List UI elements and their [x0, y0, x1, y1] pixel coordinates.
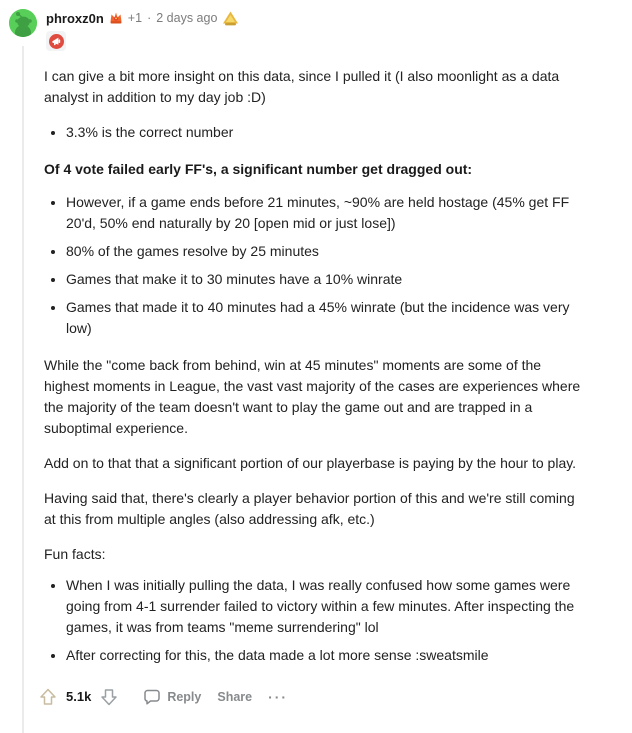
- downvote-arrow-icon: [99, 687, 119, 707]
- paragraph-funfacts: Fun facts:: [44, 545, 106, 562]
- upvote-arrow-icon: [38, 687, 58, 707]
- list-item: • Games that make it to 30 minutes have a 10% winrate: [66, 269, 590, 290]
- comment-header: [0, 0, 632, 54]
- flair-row: [46, 31, 239, 54]
- list-item: • 3.3% is the correct number: [66, 122, 590, 143]
- meta-row: [46, 9, 239, 27]
- paragraph-playerbase: Add on to that that a significant portion of our playerbase is paying by the hour to play.: [44, 454, 577, 471]
- dot-separator: ·: [147, 11, 152, 25]
- speech-bubble-icon: [143, 688, 161, 706]
- list-item: • However, if a game ends before 21 minutes, ~90% are held hostage (45% get FF 20'd, 50% end naturally by 20 [open mid or just lose]): [66, 192, 590, 234]
- reply-button[interactable]: [137, 684, 207, 710]
- comment-actions: [36, 684, 632, 710]
- gold-triangle-award-icon[interactable]: [222, 11, 239, 26]
- more-options-icon: ···: [268, 688, 289, 705]
- list-item: • 80% of the games resolve by 25 minutes: [66, 241, 590, 262]
- timestamp[interactable]: 2 days ago: [156, 11, 218, 25]
- header-meta: [46, 9, 239, 54]
- more-options-button[interactable]: [262, 685, 294, 709]
- share-label: Share: [217, 689, 253, 704]
- comment-body: [44, 66, 590, 666]
- bullet-list-3: [44, 575, 590, 666]
- upvote-button[interactable]: [36, 685, 60, 709]
- orange-crown-award-icon[interactable]: [109, 11, 123, 25]
- paragraph-comeback: While the "come back from behind, win at 45 minutes" moments are some of the highest moments in League, the vast vast majority of the cases are experiences where the majority of the team doesn't want to play the game out and are trapped in a suboptimal experience.: [44, 356, 581, 436]
- comment-thread-line[interactable]: [22, 46, 24, 733]
- share-button[interactable]: [211, 686, 258, 708]
- reply-label: Reply: [167, 689, 202, 704]
- list-item: • When I was initially pulling the data, I was really confused how some games were going from 4-1 surrender failed to victory within a few minutes. After inspecting the games, it was from teams "meme surrendering" lol: [66, 575, 590, 638]
- bullet-list-1: [44, 122, 590, 143]
- snoo-avatar-icon: [9, 9, 37, 37]
- downvote-button[interactable]: [97, 685, 121, 709]
- paragraph-behavior: Having said that, there's clearly a player behavior portion of this and we're still coming at this from multiple angles (also addressing afk, etc.): [44, 489, 575, 527]
- bold-heading: Of 4 vote failed early FF's, a significant number get dragged out:: [44, 160, 473, 177]
- red-megaphone-badge-icon[interactable]: [46, 31, 66, 51]
- username-link[interactable]: phroxz0n: [46, 10, 104, 26]
- user-avatar[interactable]: [9, 9, 37, 37]
- list-item: • After correcting for this, the data made a lot more sense :sweatsmile: [66, 645, 590, 666]
- paragraph-intro: I can give a bit more insight on this data, since I pulled it (I also moonlight as a data analyst in addition to my day job :D): [44, 67, 560, 105]
- award-count: +1: [127, 11, 143, 25]
- list-item: • Games that made it to 40 minutes had a 45% winrate (but the incidence was very low): [66, 297, 590, 339]
- vote-score: 5.1k: [66, 689, 92, 704]
- bullet-list-2: [44, 192, 590, 339]
